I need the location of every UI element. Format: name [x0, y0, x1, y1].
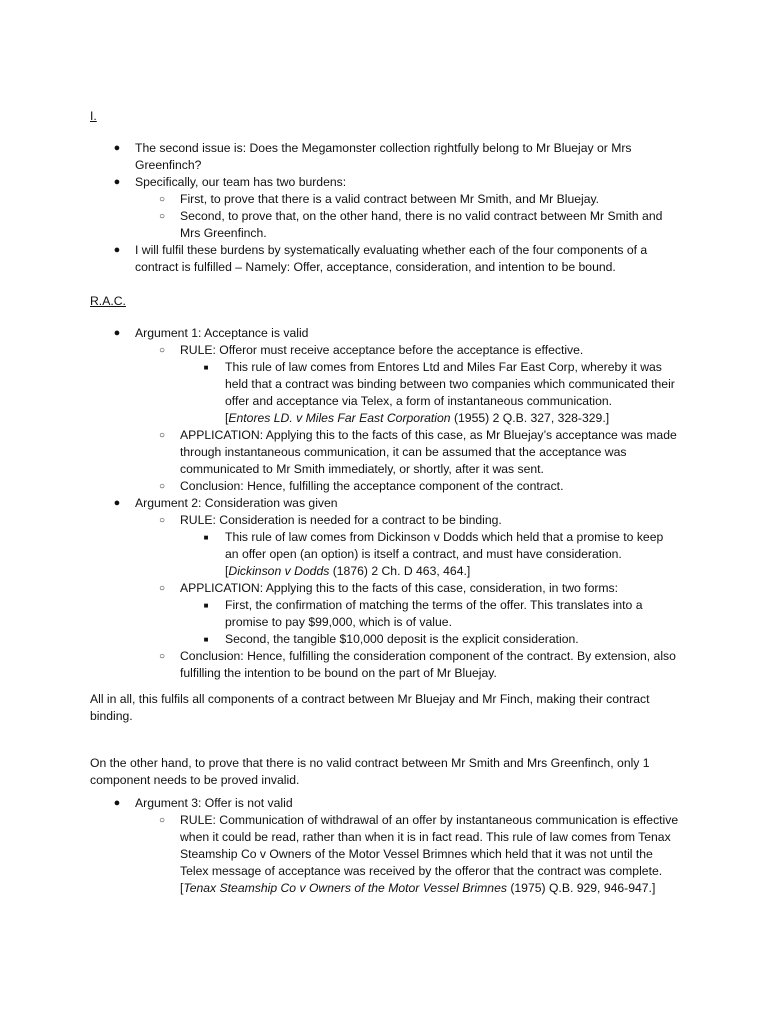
list-item-text: Second, to prove that, on the other hand, there is no valid contract between Mr Smith and Mrs Greenfinch.: [180, 209, 663, 240]
argument-1-title: ● Argument 1: Acceptance is valid: [90, 325, 680, 342]
list-item: [90, 191, 680, 208]
argument-3-title: ● Argument 3: Offer is not valid: [90, 795, 680, 812]
summary-paragraph: All in all, this fulfils all components of a contract between Mr Bluejay and Mr Finch, making their contract binding.: [90, 692, 650, 723]
square-marker: ■: [203, 363, 209, 372]
list-item-text: I will fulfil these burdens by systematically evaluating whether each of the four components of a contract is fulfilled – Namely: Offer, acceptance, consideration, and intention to be bound.: [135, 243, 648, 274]
intro-paragraph: On the other hand, to prove that there is no valid contract between Mr Smith and Mrs Greenfinch, only 1 component needs to be proved invalid.: [90, 756, 650, 787]
list-item: [90, 208, 680, 242]
circle-marker: ○: [158, 651, 166, 662]
bullet-marker: ●: [113, 244, 121, 256]
list-item: [90, 242, 680, 276]
section-heading-i: I.: [90, 109, 97, 123]
bullet-marker: ●: [113, 327, 121, 339]
square-marker: ■: [203, 601, 209, 610]
argument-2-rule: ○ RULE: Consideration is needed for a contract to be binding.: [90, 512, 680, 529]
case-citation: Dickinson v Dodds: [228, 564, 330, 578]
circle-marker: ○: [158, 211, 166, 222]
argument-2-application-item: ■ First, the confirmation of matching the terms of the offer. This translates into a promise to pay $99,000, which is of value.: [90, 597, 680, 631]
argument-2-title: ● Argument 2: Consideration was given: [90, 495, 680, 512]
circle-marker: ○: [158, 815, 166, 826]
case-citation: Tenax Steamship Co v Owners of the Motor Vessel Brimnes: [183, 881, 507, 895]
list-item-text: Specifically, our team has two burdens:: [135, 175, 347, 189]
case-citation: Entores LD. v Miles Far East Corporation: [228, 411, 451, 425]
section-i-list: [90, 140, 680, 276]
bullet-marker: ●: [113, 176, 121, 188]
rac-list: [90, 325, 680, 682]
section-heading-rac: R.A.C.: [90, 294, 126, 308]
argument-1-application: ○ APPLICATION: Applying this to the facts of this case, as Mr Bluejay’s acceptance was made through instantaneous communication, it can be assumed that the acceptance was communicated to Mr Smith immediately, or shortly, after it was sent.: [90, 427, 680, 478]
argument-3-list: [90, 795, 680, 897]
bullet-marker: ●: [113, 142, 121, 154]
square-marker: ■: [203, 533, 209, 542]
list-item-text: The second issue is: Does the Megamonster collection rightfully belong to Mr Bluejay or Mrs Greenfinch?: [135, 141, 632, 172]
list-item-text: First, to prove that there is a valid contract between Mr Smith, and Mr Bluejay.: [180, 192, 600, 206]
argument-3-rule: ○ RULE: Communication of withdrawal of an offer by instantaneous communication is effective when it could be read, rather than when it is in fact read. This rule of law comes from Tenax Steamship Co v Owners of the Motor Vessel Brimnes which held that it was not until the Telex message of acceptance was received by the offeror that the contract was complete. [Tenax Steamship Co v Owners of the Motor Vessel Brimnes (1975) Q.B. 929, 946-947.]: [90, 812, 680, 897]
bullet-marker: ●: [113, 797, 121, 809]
bullet-marker: ●: [113, 497, 121, 509]
argument-1-rule: ○ RULE: Offeror must receive acceptance before the acceptance is effective.: [90, 342, 680, 359]
circle-marker: ○: [158, 194, 166, 205]
argument-1-rule-detail: ■ This rule of law comes from Entores Ltd and Miles Far East Corp, whereby it was held that a contract was binding between two companies which communicated their offer and acceptance via Telex, a form of instantaneous communication. [Entores LD. v Miles Far East Corporation (1955) 2 Q.B. 327, 328-329.]: [90, 359, 680, 427]
circle-marker: ○: [158, 430, 166, 441]
square-marker: ■: [203, 635, 209, 644]
circle-marker: ○: [158, 583, 166, 594]
circle-marker: ○: [158, 481, 166, 492]
list-item: [90, 174, 680, 191]
argument-2-rule-detail: ■ This rule of law comes from Dickinson v Dodds which held that a promise to keep an offer open (an option) is itself a contract, and must have consideration. [Dickinson v Dodds (1876) 2 Ch. D 463, 464.]: [90, 529, 680, 580]
argument-2-application-item: ■ Second, the tangible $10,000 deposit is the explicit consideration.: [90, 631, 680, 648]
argument-1-conclusion: ○ Conclusion: Hence, fulfilling the acceptance component of the contract.: [90, 478, 680, 495]
circle-marker: ○: [158, 345, 166, 356]
argument-2-application: ○ APPLICATION: Applying this to the facts of this case, consideration, in two forms:: [90, 580, 680, 597]
argument-2-conclusion: ○ Conclusion: Hence, fulfilling the consideration component of the contract. By extension, also fulfilling the intention to be bound on the part of Mr Bluejay.: [90, 648, 680, 682]
list-item: [90, 140, 680, 174]
circle-marker: ○: [158, 515, 166, 526]
